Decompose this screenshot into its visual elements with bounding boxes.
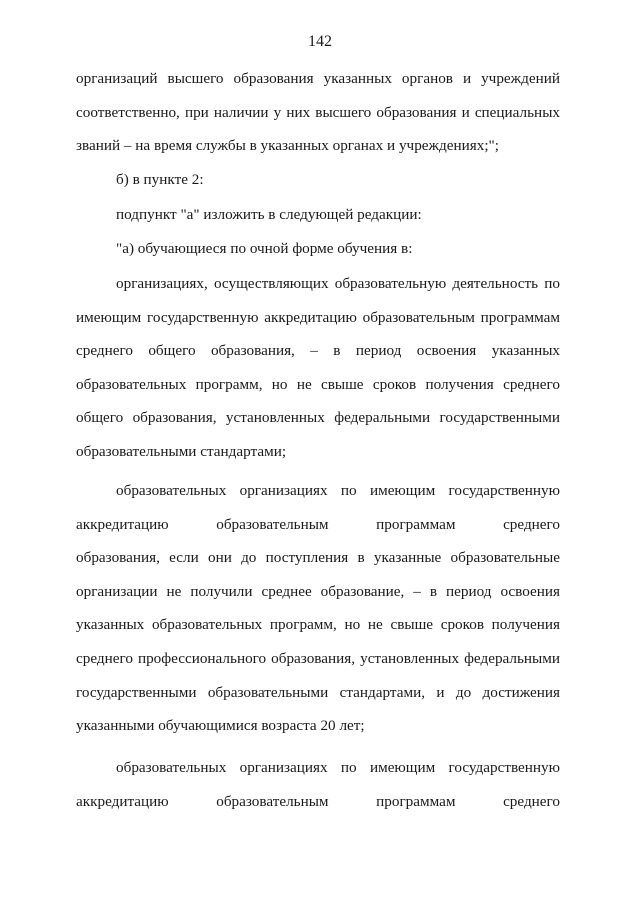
text-line: образования, если они до поступления в указанные образовательные [76,549,560,567]
paragraph-vocational-education-continued [76,751,560,818]
text-line: общего образования, установленных федеральными государственными [76,409,560,427]
text-line: званий – на время службы в указанных органах и учреждениях;"; [76,137,499,155]
text-line: образовательными стандартами; [76,442,287,460]
text-line: указанных образовательных программ, но не свыше сроков получения [76,616,560,634]
text-line: организациях, осуществляющих образовательную деятельность по [116,275,560,292]
text-line: среднего профессионального образования, установленных федеральными [76,649,560,667]
paragraph-subpoint-intro [76,198,560,232]
text-line: организации не получили среднее образование, – в период освоения [76,582,560,600]
page-number: 142 [308,33,332,50]
text-line: указанными обучающимися возраста 20 лет; [76,717,365,735]
text-line: среднего общего образования, – в период освоения указанных [76,342,560,360]
paragraph-point-b [76,163,560,197]
text-line: имеющим государственную аккредитацию образовательным программам [76,308,560,326]
text-line: аккредитацию образовательным программам среднего [76,792,560,810]
paragraph-continuation [76,62,560,163]
text-line: организаций высшего образования указанных органов и учреждений [76,70,560,87]
text-line: б) в пункте 2: [116,171,204,188]
text-line: "а) обучающиеся по очной форме обучения в: [116,240,413,257]
paragraph-vocational-education [76,474,560,743]
text-line: образовательных программ, но не свыше сроков получения среднего [76,375,560,393]
paragraph-a-intro [76,232,560,266]
text-line: государственными образовательными стандартами, и до достижения [76,683,560,701]
text-line: подпункт "а" изложить в следующей редакции: [116,206,422,223]
text-line: аккредитацию образовательным программам среднего [76,515,560,533]
text-line: образовательных организациях по имеющим государственную [116,759,560,776]
paragraph-general-education [76,267,560,469]
text-line: образовательных организациях по имеющим государственную [116,482,560,499]
text-line: соответственно, при наличии у них высшего образования и специальных [76,103,560,121]
